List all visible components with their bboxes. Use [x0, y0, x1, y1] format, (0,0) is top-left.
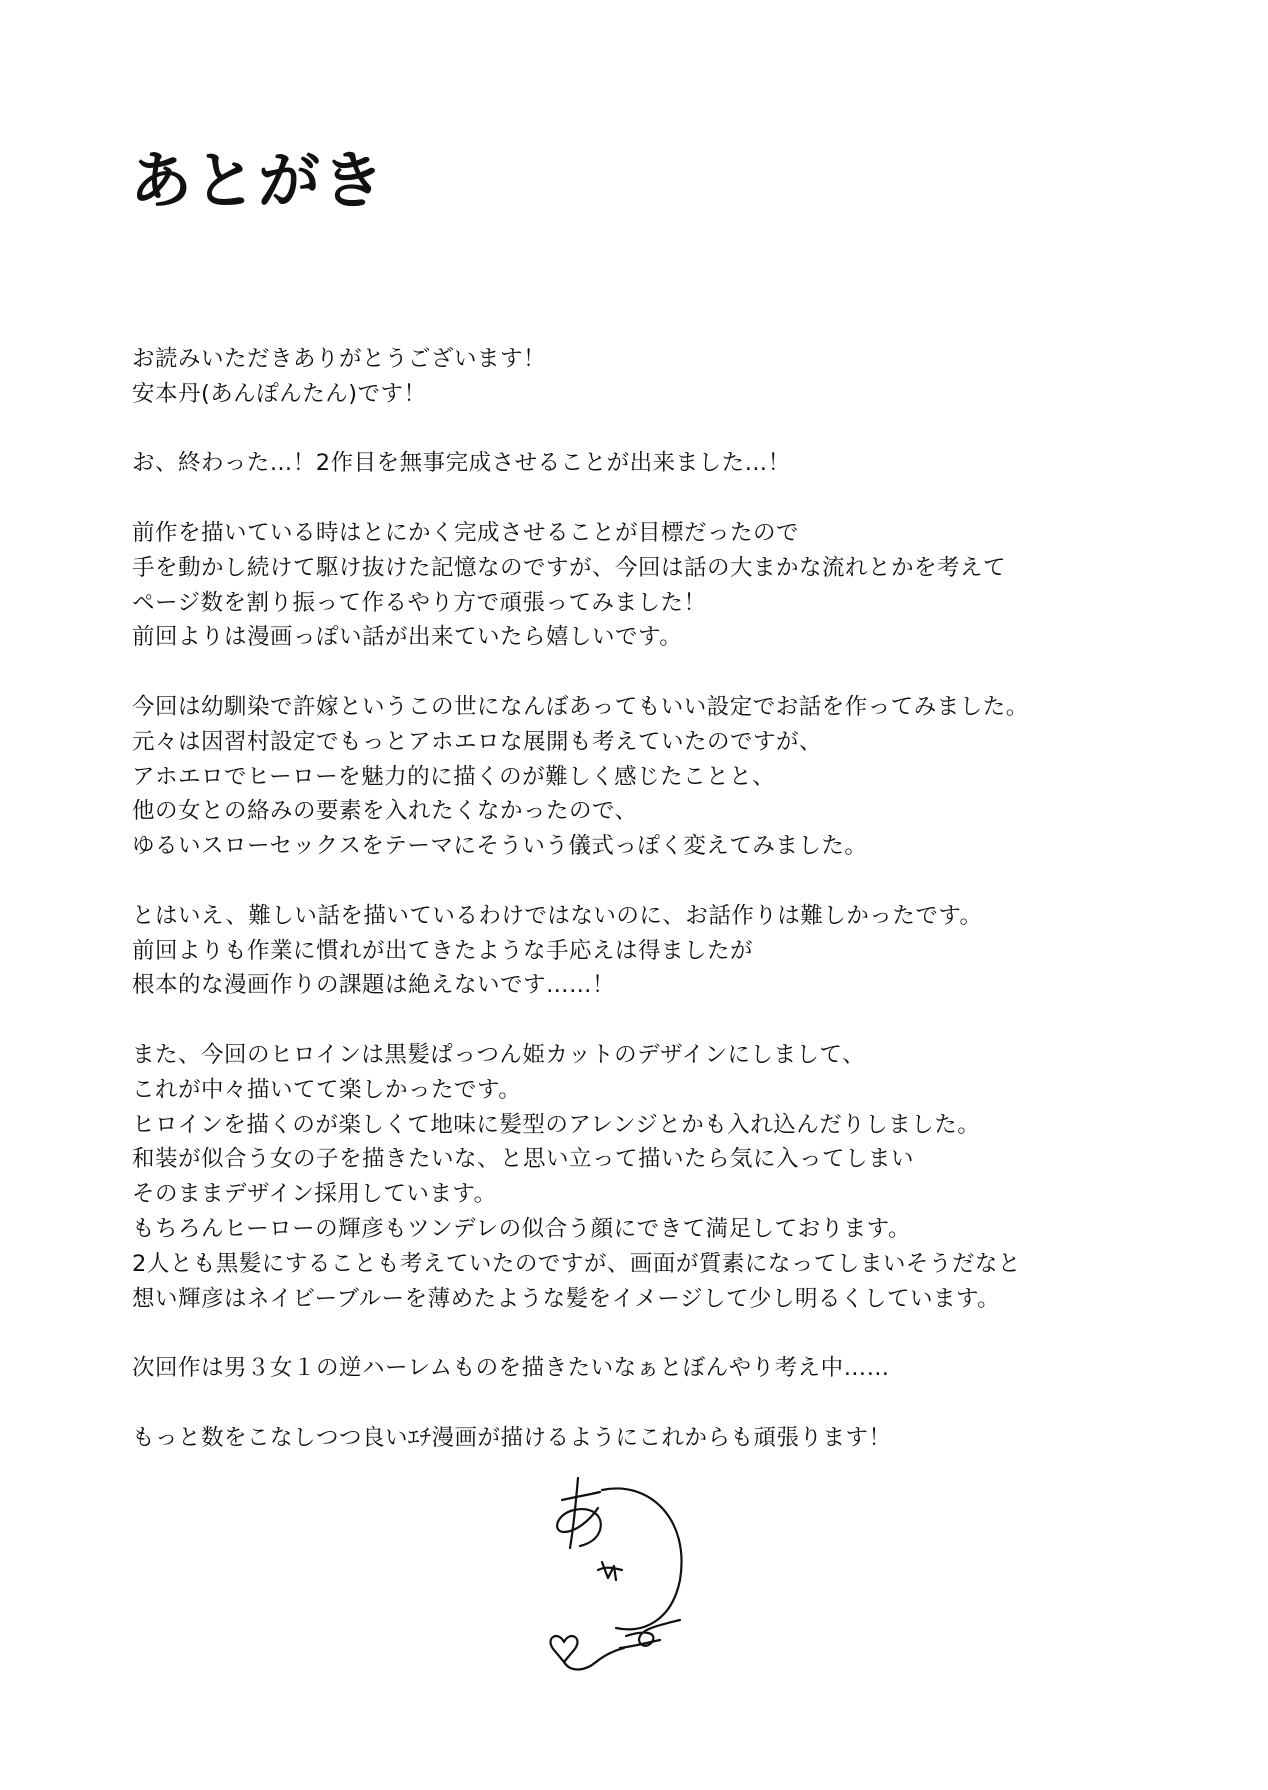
- paragraph-process: [132, 516, 1212, 655]
- text-line: これが中々描いてて楽しかったです。: [132, 1076, 522, 1103]
- text-line: アホエロでヒーローを魅力的に描くのが難しく感じたことと、: [132, 763, 776, 790]
- text-line: 今回は幼馴染で許嫁というこの世になんぼあってもいい設定でお話を作ってみました。: [132, 693, 1029, 720]
- text-line: 前回よりも作業に慣れが出てきたような手応えは得ましたが: [132, 937, 754, 964]
- paragraph-greeting: [132, 342, 1212, 412]
- afterword-body: [132, 342, 1212, 1490]
- paragraph-design: [132, 1038, 1212, 1316]
- paragraph-setting: [132, 690, 1212, 864]
- text-line: お読みいただきありがとうございます！: [132, 346, 547, 372]
- text-line: 前作を描いている時はとにかく完成させることが目標だったので: [132, 519, 800, 546]
- text-line: ページ数を割り振って作るやり方で頑張ってみました！: [132, 589, 707, 616]
- page-title: あとがき: [130, 144, 387, 217]
- text-line: もちろんヒーローの輝彦もツンデレの似合う顔にできて満足しております。: [132, 1215, 911, 1242]
- text-line: 前回よりは漫画っぽい話が出来ていたら嬉しいです。: [132, 624, 683, 651]
- text-line: 手を動かし続けて駆け抜けた記憶なのですが、今回は話の大まかな流れとかを考えて: [132, 554, 1007, 581]
- text-line: 安本丹(あんぽんたん)です！: [132, 380, 427, 407]
- text-line: ヒロインを描くのが楽しくて地味に髪型のアレンジとかも入れ込んだりしました。: [132, 1111, 981, 1138]
- text-line: 2人とも黒髪にすることも考えていたのですが、画面が質素になってしまいそうだなと: [132, 1250, 1021, 1277]
- text-line: そのままデザイン採用しています。: [132, 1181, 497, 1208]
- paragraph-difficulty: [132, 899, 1212, 1003]
- text-line: ゆるいスローセックスをテーマにそういう儀式っぽく変えてみました。: [132, 833, 868, 860]
- text-line: 想い輝彦はネイビーブルーを薄めたような髪をイメージして少し明るくしています。: [132, 1285, 1001, 1312]
- paragraph-finished: [132, 446, 1212, 481]
- text-line: 元々は因習村設定でもっとアホエロな展開も考えていたのですが、: [132, 728, 823, 755]
- paragraph-closing: [132, 1421, 1212, 1456]
- text-line: また、今回のヒロインは黒髪ぱっつん姫カットのデザインにしまして、: [132, 1041, 866, 1068]
- text-line: 次回作は男３女１の逆ハーレムものを描きたいなぁとぼんやり考え中……: [132, 1355, 890, 1382]
- text-line: お、終わった…！2作目を無事完成させることが出来ました…！: [132, 450, 791, 477]
- paragraph-next-work: [132, 1351, 1212, 1386]
- handwritten-signature-icon: [540, 1470, 720, 1680]
- text-line: 他の女との絡みの要素を入れたくなかったので、: [132, 798, 638, 825]
- text-line: もっと数をこなしつつ良いｴﾁ漫画が描けるようにこれからも頑張ります！: [132, 1424, 892, 1451]
- text-line: とはいえ、難しい話を描いているわけではないのに、お話作りは難しかったです。: [132, 902, 983, 929]
- text-line: 和装が似合う女の子を描きたいな、と思い立って描いたら気に入ってしまい: [132, 1146, 915, 1173]
- text-line: 根本的な漫画作りの課題は絶えないです……！: [132, 972, 616, 999]
